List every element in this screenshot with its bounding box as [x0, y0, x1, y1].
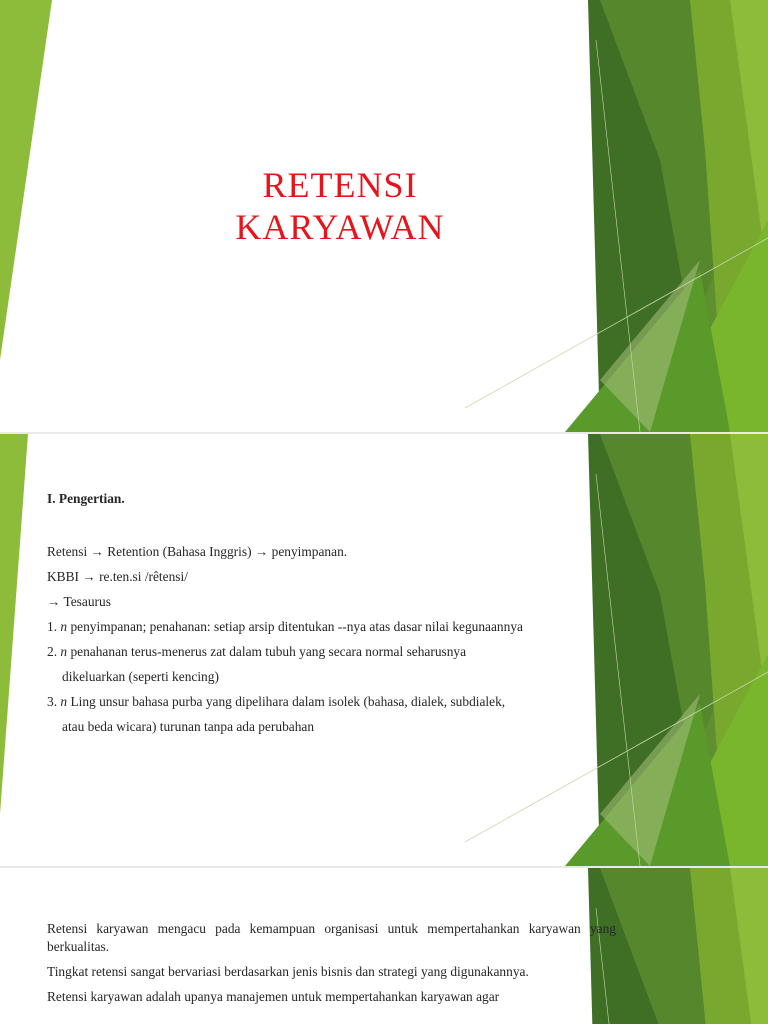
paragraph-slide	[0, 868, 768, 1024]
definition-item-1	[47, 614, 632, 639]
item-abbr: n	[60, 644, 68, 659]
item-abbr: n	[60, 619, 68, 634]
paragraph: Retensi karyawan adalah upanya manajemen untuk mempertahankan karyawan agar	[47, 989, 500, 1004]
definition-slide	[0, 434, 768, 866]
item-number: 1.	[47, 619, 58, 634]
thesaurus-line: → Tesaurus	[47, 594, 111, 609]
title-line-1: RETENSI	[262, 165, 418, 205]
definition-item-2	[47, 639, 632, 664]
kbbi-line: KBBI → re.ten.si /rêtensi/	[47, 569, 188, 584]
title-slide	[0, 0, 768, 432]
slide-title	[140, 164, 540, 248]
section-heading: I. Pengertian.	[47, 491, 125, 506]
item-continuation: atau beda wicara) turunan tanpa ada perubahan	[62, 719, 315, 734]
paragraph: Tingkat retensi sangat bervariasi berdasarkan jenis bisnis dan strategi yang digunakannya.	[47, 964, 529, 979]
item-text: Ling unsur bahasa purba yang dipelihara dalam isolek (bahasa, dialek, subdialek,	[67, 694, 506, 709]
item-number: 2.	[47, 644, 58, 659]
item-text: penahanan terus-menerus zat dalam tubuh yang secara normal seharusnya	[67, 644, 467, 659]
item-text: penyimpanan; penahanan: setiap arsip ditentukan --nya atas dasar nilai kegunaannya	[67, 619, 523, 634]
definition-content	[47, 486, 632, 739]
item-abbr: n	[60, 694, 68, 709]
paragraph-content	[47, 920, 616, 1013]
title-line-2: KARYAWAN	[235, 207, 445, 247]
paragraph: Retensi karyawan mengacu pada kemampuan organisasi untuk mempertahankan karyawan yang berkualitas.	[47, 921, 616, 954]
retention-line: Retensi → Retention (Bahasa Inggris) → penyimpanan.	[47, 544, 348, 559]
definition-item-3	[47, 689, 632, 714]
item-number: 3.	[47, 694, 58, 709]
item-continuation: dikeluarkan (seperti kencing)	[62, 669, 219, 684]
